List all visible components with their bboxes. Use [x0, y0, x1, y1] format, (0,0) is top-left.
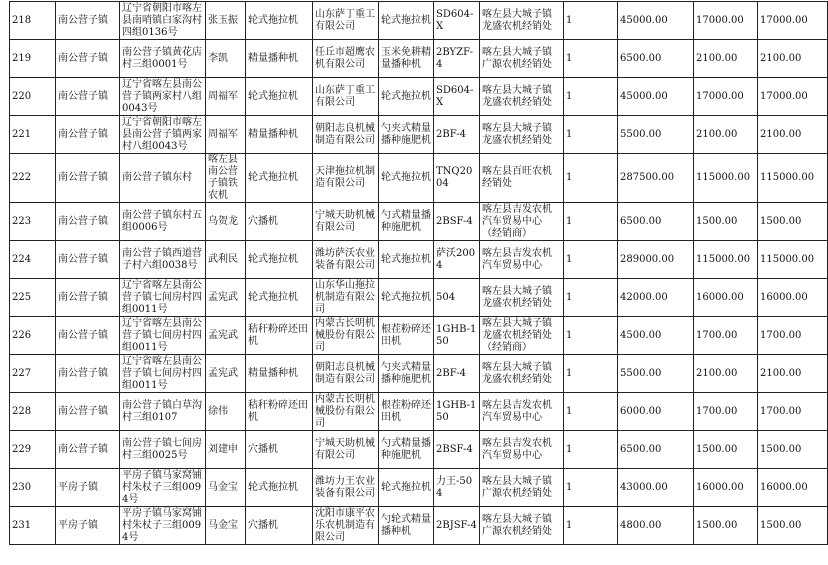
cell-qty: 1 — [564, 279, 618, 317]
cell-maker: 宁城天助机械有限公司 — [313, 431, 379, 469]
cell-subsidy1: 1700.00 — [694, 317, 758, 355]
cell-town: 南公营子镇 — [56, 279, 120, 317]
cell-name: 喀左县南公营子镇铁农机 — [206, 154, 246, 203]
cell-maker: 朝阳志良机械制造有限公司 — [313, 355, 379, 393]
cell-dealer: 喀左县大城子镇龙盛农机经销处 — [480, 279, 564, 317]
cell-product: 勺式精量播种施肥机 — [379, 203, 434, 241]
table-row — [10, 154, 828, 203]
cell-town: 南公营子镇 — [56, 393, 120, 431]
cell-subsidy2: 115000.00 — [758, 154, 828, 203]
table-row — [10, 116, 828, 154]
cell-subsidy2: 1500.00 — [758, 507, 828, 545]
table-row — [10, 203, 828, 241]
cell-type: 轮式拖拉机 — [246, 279, 313, 317]
cell-product: 轮式拖拉机 — [379, 279, 434, 317]
cell-dealer: 喀左县吉发农机汽车贸易中心 — [480, 393, 564, 431]
cell-product: 玉米免耕精量播种机 — [379, 40, 434, 78]
cell-no: 226 — [10, 317, 56, 355]
cell-price: 4500.00 — [618, 317, 694, 355]
cell-name: 孟宪武 — [206, 355, 246, 393]
cell-model: 2BSF-4 — [434, 431, 480, 469]
cell-qty: 1 — [564, 241, 618, 279]
cell-model: 2BF-4 — [434, 116, 480, 154]
cell-product: 轮式拖拉机 — [379, 154, 434, 203]
cell-qty: 1 — [564, 317, 618, 355]
cell-address: 辽宁省朝阳市喀左县南哨镇白家沟村四组0136号 — [120, 2, 206, 40]
cell-town: 南公营子镇 — [56, 2, 120, 40]
cell-model: 2BYZF-4 — [434, 40, 480, 78]
cell-qty: 1 — [564, 469, 618, 507]
cell-no: 224 — [10, 241, 56, 279]
cell-subsidy1: 16000.00 — [694, 469, 758, 507]
cell-price: 287500.00 — [618, 154, 694, 203]
cell-qty: 1 — [564, 431, 618, 469]
cell-dealer: 喀左县吉发农机汽车贸易中心 — [480, 241, 564, 279]
table-row — [10, 469, 828, 507]
table-row — [10, 393, 828, 431]
cell-town: 南公营子镇 — [56, 203, 120, 241]
cell-address: 南公营子镇黄花店村三组0001号 — [120, 40, 206, 78]
cell-type: 精量播种机 — [246, 40, 313, 78]
cell-price: 289000.00 — [618, 241, 694, 279]
table-row — [10, 2, 828, 40]
cell-name: 马金宝 — [206, 469, 246, 507]
cell-name: 徐伟 — [206, 393, 246, 431]
cell-price: 45000.00 — [618, 78, 694, 116]
cell-no: 219 — [10, 40, 56, 78]
cell-name: 武利民 — [206, 241, 246, 279]
table-row — [10, 279, 828, 317]
cell-no: 228 — [10, 393, 56, 431]
cell-maker: 天津拖拉机制造有限公司 — [313, 154, 379, 203]
cell-dealer: 喀左县大城子镇广源农机经销处 — [480, 507, 564, 545]
cell-model: 萨沃2004 — [434, 241, 480, 279]
cell-price: 5500.00 — [618, 116, 694, 154]
cell-town: 南公营子镇 — [56, 116, 120, 154]
cell-address: 南公营子镇七间房村三组0025号 — [120, 431, 206, 469]
cell-address: 南公营子镇西道营子村六组0038号 — [120, 241, 206, 279]
cell-subsidy2: 1500.00 — [758, 203, 828, 241]
cell-dealer: 喀左县百旺农机经销处 — [480, 154, 564, 203]
cell-model: 2BF-4 — [434, 355, 480, 393]
cell-address: 平房子镇马家窝铺村朱杖子三组0094号 — [120, 507, 206, 545]
cell-model: TNQ2004 — [434, 154, 480, 203]
cell-product: 轮式拖拉机 — [379, 2, 434, 40]
cell-address: 南公营子镇白草沟村三组0107 — [120, 393, 206, 431]
cell-qty: 1 — [564, 393, 618, 431]
cell-product: 勺夹式精量播种施肥机 — [379, 116, 434, 154]
cell-name: 张玉振 — [206, 2, 246, 40]
subsidy-table — [9, 1, 828, 545]
cell-name: 孟宪武 — [206, 317, 246, 355]
cell-subsidy2: 1700.00 — [758, 393, 828, 431]
cell-dealer: 喀左县大城子镇龙盛农机经销处 — [480, 2, 564, 40]
cell-product: 轮式拖拉机 — [379, 469, 434, 507]
cell-town: 南公营子镇 — [56, 317, 120, 355]
cell-product: 勺轮式精量播种机 — [379, 507, 434, 545]
cell-price: 42000.00 — [618, 279, 694, 317]
cell-type: 精量播种机 — [246, 355, 313, 393]
cell-type: 轮式拖拉机 — [246, 241, 313, 279]
cell-name: 周福军 — [206, 78, 246, 116]
cell-maker: 朝阳志良机械制造有限公司 — [313, 116, 379, 154]
cell-subsidy2: 1500.00 — [758, 431, 828, 469]
cell-subsidy2: 16000.00 — [758, 279, 828, 317]
cell-qty: 1 — [564, 355, 618, 393]
cell-price: 6500.00 — [618, 40, 694, 78]
cell-price: 6000.00 — [618, 393, 694, 431]
cell-subsidy1: 16000.00 — [694, 279, 758, 317]
cell-dealer: 喀左县大城子镇龙盛农机经销处 — [480, 78, 564, 116]
cell-town: 南公营子镇 — [56, 154, 120, 203]
cell-no: 227 — [10, 355, 56, 393]
table-row — [10, 40, 828, 78]
cell-qty: 1 — [564, 78, 618, 116]
cell-no: 231 — [10, 507, 56, 545]
cell-maker: 内蒙古长明机械股份有限公司 — [313, 317, 379, 355]
cell-qty: 1 — [564, 154, 618, 203]
cell-model: 2BSF-4 — [434, 203, 480, 241]
cell-model: 1GHB-150 — [434, 317, 480, 355]
cell-subsidy2: 17000.00 — [758, 2, 828, 40]
cell-type: 穴播机 — [246, 431, 313, 469]
cell-maker: 宁城天助机械有限公司 — [313, 203, 379, 241]
cell-type: 精量播种机 — [246, 116, 313, 154]
cell-maker: 潍坊萨沃农业装备有限公司 — [313, 241, 379, 279]
cell-product: 根茬粉碎还田机 — [379, 393, 434, 431]
cell-no: 221 — [10, 116, 56, 154]
cell-qty: 1 — [564, 203, 618, 241]
cell-name: 周福军 — [206, 116, 246, 154]
cell-address: 辽宁省喀左县南公营子镇七间房村四组0011号 — [120, 279, 206, 317]
cell-type: 穴播机 — [246, 203, 313, 241]
cell-address: 南公营子镇东村 — [120, 154, 206, 203]
cell-town: 南公营子镇 — [56, 355, 120, 393]
cell-subsidy2: 115000.00 — [758, 241, 828, 279]
cell-price: 4800.00 — [618, 507, 694, 545]
cell-dealer: 喀左县大城子镇龙盛农机经销处 — [480, 355, 564, 393]
cell-type: 轮式拖拉机 — [246, 469, 313, 507]
cell-subsidy1: 2100.00 — [694, 116, 758, 154]
cell-subsidy2: 17000.00 — [758, 78, 828, 116]
cell-price: 45000.00 — [618, 2, 694, 40]
cell-maker: 沈阳市康平农乐农机制造有限公司 — [313, 507, 379, 545]
cell-no: 230 — [10, 469, 56, 507]
cell-type: 轮式拖拉机 — [246, 2, 313, 40]
cell-address: 平房子镇马家窝铺村朱杖子三组0094号 — [120, 469, 206, 507]
cell-model: SD604-X — [434, 78, 480, 116]
cell-dealer: 喀左县大城子镇龙盛农机经销处 — [480, 116, 564, 154]
cell-maker: 山东萨丁重工有限公司 — [313, 78, 379, 116]
cell-town: 南公营子镇 — [56, 78, 120, 116]
cell-no: 225 — [10, 279, 56, 317]
cell-no: 223 — [10, 203, 56, 241]
cell-subsidy1: 17000.00 — [694, 78, 758, 116]
cell-name: 孟宪武 — [206, 279, 246, 317]
cell-price: 6500.00 — [618, 203, 694, 241]
cell-address: 南公营子镇东村五组0006号 — [120, 203, 206, 241]
cell-town: 南公营子镇 — [56, 241, 120, 279]
cell-name: 乌贺龙 — [206, 203, 246, 241]
cell-subsidy2: 2100.00 — [758, 355, 828, 393]
cell-subsidy2: 1700.00 — [758, 317, 828, 355]
cell-no: 220 — [10, 78, 56, 116]
cell-model: 2BJSF-4 — [434, 507, 480, 545]
cell-product: 勺夹式精量播种施肥机 — [379, 355, 434, 393]
table-row — [10, 507, 828, 545]
cell-maker: 山东华山拖拉机制造有限公司 — [313, 279, 379, 317]
cell-town: 南公营子镇 — [56, 40, 120, 78]
cell-subsidy2: 2100.00 — [758, 40, 828, 78]
cell-name: 马金宝 — [206, 507, 246, 545]
cell-model: 1GHB-150 — [434, 393, 480, 431]
cell-subsidy1: 1700.00 — [694, 393, 758, 431]
cell-product: 勺式精量播种施肥机 — [379, 431, 434, 469]
cell-product: 轮式拖拉机 — [379, 241, 434, 279]
cell-type: 轮式拖拉机 — [246, 154, 313, 203]
cell-price: 5500.00 — [618, 355, 694, 393]
cell-model: SD604-X — [434, 2, 480, 40]
cell-subsidy1: 1500.00 — [694, 203, 758, 241]
cell-model: 力王-504 — [434, 469, 480, 507]
table-row — [10, 241, 828, 279]
cell-subsidy1: 2100.00 — [694, 355, 758, 393]
cell-subsidy1: 1500.00 — [694, 507, 758, 545]
cell-town: 南公营子镇 — [56, 431, 120, 469]
cell-product: 轮式拖拉机 — [379, 78, 434, 116]
cell-town: 平房子镇 — [56, 469, 120, 507]
cell-dealer: 喀左县大城子镇广源农机经销处 — [480, 469, 564, 507]
cell-no: 229 — [10, 431, 56, 469]
cell-subsidy1: 2100.00 — [694, 40, 758, 78]
cell-no: 218 — [10, 2, 56, 40]
cell-subsidy1: 115000.00 — [694, 241, 758, 279]
table-row — [10, 317, 828, 355]
cell-maker: 山东萨丁重工有限公司 — [313, 2, 379, 40]
cell-address: 辽宁省喀左县南公营子镇七间房村四组0011号 — [120, 355, 206, 393]
cell-name: 李凯 — [206, 40, 246, 78]
cell-subsidy2: 2100.00 — [758, 116, 828, 154]
cell-qty: 1 — [564, 2, 618, 40]
cell-subsidy1: 1500.00 — [694, 431, 758, 469]
cell-model: 504 — [434, 279, 480, 317]
table-body — [10, 2, 828, 545]
table-row — [10, 78, 828, 116]
table-row — [10, 355, 828, 393]
cell-type: 穴播机 — [246, 507, 313, 545]
cell-name: 刘建申 — [206, 431, 246, 469]
cell-maker: 潍坊力王农业装备有限公司 — [313, 469, 379, 507]
cell-address: 辽宁省喀左县南公营子镇七间房村四组0011号 — [120, 317, 206, 355]
cell-dealer: 喀左县吉发农机汽车贸易中心 — [480, 431, 564, 469]
cell-maker: 任丘市超鹰农机有限公司 — [313, 40, 379, 78]
cell-town: 平房子镇 — [56, 507, 120, 545]
cell-price: 43000.00 — [618, 469, 694, 507]
table-row — [10, 431, 828, 469]
cell-dealer: 喀左县吉发农机汽车贸易中心（经销商） — [480, 203, 564, 241]
cell-qty: 1 — [564, 116, 618, 154]
cell-type: 轮式拖拉机 — [246, 78, 313, 116]
cell-dealer: 喀左县大城子镇龙盛农机经销处（经销商） — [480, 317, 564, 355]
cell-subsidy2: 16000.00 — [758, 469, 828, 507]
cell-price: 6500.00 — [618, 431, 694, 469]
cell-address: 辽宁省喀左县南公营子镇两家村八组0043号 — [120, 78, 206, 116]
cell-product: 根茬粉碎还田机 — [379, 317, 434, 355]
cell-subsidy1: 17000.00 — [694, 2, 758, 40]
cell-subsidy1: 115000.00 — [694, 154, 758, 203]
cell-maker: 内蒙古长明机械股份有限公司 — [313, 393, 379, 431]
cell-qty: 1 — [564, 507, 618, 545]
cell-qty: 1 — [564, 40, 618, 78]
cell-type: 秸秆粉碎还田机 — [246, 393, 313, 431]
cell-dealer: 喀左县大城子镇广源农机经销处 — [480, 40, 564, 78]
cell-type: 秸秆粉碎还田机 — [246, 317, 313, 355]
cell-no: 222 — [10, 154, 56, 203]
cell-address: 辽宁省朝阳市喀左县南公营子镇两家村八组0043号 — [120, 116, 206, 154]
